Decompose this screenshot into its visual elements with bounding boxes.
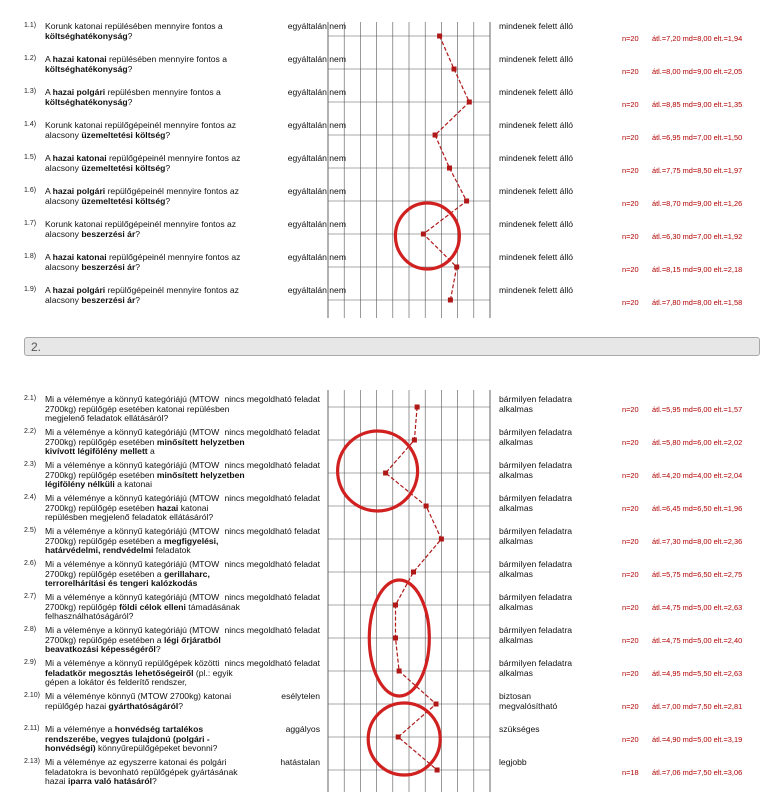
sample-size: n=20	[622, 166, 639, 175]
summary-stats: átl.=8,85 md=9,00 elt.=1,35	[652, 100, 743, 109]
summary-stats: átl.=4,75 md=5,00 elt.=2,63	[652, 603, 743, 612]
summary-stats: átl.=8,15 md=9,00 elt.=2,18	[652, 265, 743, 274]
sample-size: n=20	[622, 735, 639, 744]
question-text: A hazai katonai repülőgépeinél mennyire fontos az alacsony üzemeltetési költség?	[45, 153, 241, 173]
scale-low-label: egyáltalán nem	[287, 285, 346, 295]
question-text: Mi a véleménye a könnyű kategóriájú (MTOW 2700kg) repülőgép esetében a megfigyelési, határvédelmi, rendvédelmi feladatok	[45, 526, 220, 556]
summary-stats: átl.=5,75 md=6,50 elt.=2,75	[652, 570, 743, 579]
question-text: Korunk katonai repülőgépeinél mennyire fontos az alacsony beszerzési ár?	[45, 219, 237, 239]
scale-high-label: szükséges	[499, 724, 540, 734]
sample-size: n=20	[622, 405, 639, 414]
question-number: 1.9)	[24, 286, 37, 293]
mean-marker	[421, 232, 426, 237]
question-text: A hazai polgári repülőgépeinél mennyire fontos az alacsony beszerzési ár?	[45, 285, 239, 305]
mean-marker	[434, 702, 439, 707]
scale-low-label: hatástalan	[280, 757, 320, 767]
scale-low-label: nincs megoldható feladat	[224, 493, 320, 503]
question-number: 2.13)	[24, 758, 40, 765]
scale-high-label: legjobb	[499, 757, 527, 767]
summary-stats: átl.=5,80 md=6,00 elt.=2,02	[652, 438, 743, 447]
question-text: A hazai katonai repülésében mennyire fontos a költséghatékonyság?	[45, 54, 228, 74]
summary-stats: átl.=8,70 md=9,00 elt.=1,26	[652, 199, 743, 208]
mean-marker	[439, 537, 444, 542]
mean-marker	[433, 133, 438, 138]
sample-size: n=20	[622, 438, 639, 447]
scale-low-label: nincs megoldható feladat	[224, 394, 320, 404]
emphasis-circle	[395, 203, 459, 269]
scale-low-label: egyáltalán nem	[287, 186, 346, 196]
question-text: Mi a véleménye a könnyű kategóriájú (MTOW 2700kg) repülőgép esetében katonai repülésben megjelenő feladatok ellátásáról?	[45, 394, 230, 424]
question-text: Mi a véleménye a könnyű kategóriájú (MTOW 2700kg) repülőgép esetében minősített helyzetben kivívott légifölény mellett a	[45, 427, 245, 457]
question-number: 2.10)	[24, 692, 40, 699]
summary-stats: átl.=4,75 md=5,00 elt.=2,40	[652, 636, 743, 645]
scale-high-label: mindenek felett álló	[499, 87, 574, 97]
question-text: Mi a véleménye a könnyű repülőgépek közötti feladatkör megosztás lehetőségeiről (pl.: egyik gépen a lokátor és felderítő rendszer,	[45, 658, 233, 688]
summary-stats: átl.=5,95 md=6,00 elt.=1,57	[652, 405, 743, 414]
scale-high-label: mindenek felett álló	[499, 219, 574, 229]
mean-marker	[454, 265, 459, 270]
sample-size: n=20	[622, 265, 639, 274]
summary-stats: átl.=4,95 md=5,50 elt.=2,63	[652, 669, 743, 678]
summary-stats: átl.=8,00 md=9,00 elt.=2,05	[652, 67, 743, 76]
scale-low-label: egyáltalán nem	[287, 87, 346, 97]
question-number: 2.2)	[24, 428, 37, 435]
summary-stats: átl.=7,75 md=8,50 elt.=1,97	[652, 166, 743, 175]
scale-low-label: egyáltalán nem	[287, 120, 346, 130]
scale-high-label: bármilyen feladatra alkalmas	[499, 526, 573, 546]
mean-marker	[464, 199, 469, 204]
question-text: Mi a véleménye a könnyű kategóriájú (MTOW 2700kg) repülőgép földi célok elleni támadásának felhasználhatóságáról?	[45, 592, 240, 622]
question-number: 2.11)	[24, 725, 40, 732]
sample-size: n=20	[622, 537, 639, 546]
question-number: 2.3)	[24, 461, 37, 468]
sample-size: n=20	[622, 199, 639, 208]
scale-high-label: mindenek felett álló	[499, 186, 574, 196]
scale-low-label: nincs megoldható feladat	[224, 559, 320, 569]
question-number: 2.5)	[24, 527, 37, 534]
mean-marker	[415, 405, 420, 410]
question-text: Mi a véleménye a könnyű kategóriájú (MTOW 2700kg) repülőgép esetében hazai katonai repülésben megjelenő feladatok ellátásáról?	[45, 493, 220, 523]
scale-high-label: mindenek felett álló	[499, 120, 574, 130]
question-number: 1.5)	[24, 154, 37, 161]
scale-high-label: bármilyen feladatra alkalmas	[499, 394, 573, 414]
summary-stats: átl.=7,80 md=8,00 elt.=1,58	[652, 298, 743, 307]
question-number: 1.4)	[24, 121, 37, 128]
scale-low-label: egyáltalán nem	[287, 219, 346, 229]
question-text: A hazai polgári repülőgépeinél mennyire fontos az alacsony üzemeltetési költség?	[45, 186, 239, 206]
scale-low-label: nincs megoldható feladat	[224, 658, 320, 668]
summary-stats: átl.=7,20 md=8,00 elt.=1,94	[652, 34, 743, 43]
scale-high-label: bármilyen feladatra alkalmas	[499, 460, 573, 480]
mean-marker	[447, 166, 452, 171]
scale-low-label: nincs megoldható feladat	[224, 460, 320, 470]
scale-low-label: nincs megoldható feladat	[224, 592, 320, 602]
emphasis-circle	[368, 703, 440, 775]
sample-size: n=20	[622, 702, 639, 711]
scale-high-label: bármilyen feladatra alkalmas	[499, 493, 573, 513]
summary-stats: átl.=4,20 md=4,00 elt.=2,04	[652, 471, 743, 480]
question-number: 1.1)	[24, 22, 37, 29]
scale-high-label: bármilyen feladatra alkalmas	[499, 592, 573, 612]
scale-high-label: bármilyen feladatra alkalmas	[499, 559, 573, 579]
sample-size: n=20	[622, 232, 639, 241]
scale-low-label: aggályos	[285, 724, 320, 734]
mean-marker	[467, 100, 472, 105]
section-2-label: 2.	[31, 340, 42, 354]
sample-size: n=20	[622, 669, 639, 678]
emphasis-circle	[338, 431, 418, 511]
question-text: Mi a véleménye a könnyű kategóriájú (MTOW 2700kg) repülőgép esetében a légi őrjáratból beavatkozási képességéről?	[45, 625, 221, 655]
question-text: Mi a véleménye a honvédség tartalékos rendszerébe, vegyes tulajdonú (polgári - honvédségi) könnyűrepülőgépeket bevonni?	[45, 724, 218, 754]
question-text: Mi a véleménye az egyszerre katonai és polgári feladatokra is bevonható repülőgépek gyártásának hazai iparra való hatásáról?	[45, 757, 238, 787]
question-number: 2.7)	[24, 593, 37, 600]
mean-marker	[393, 603, 398, 608]
question-number: 1.6)	[24, 187, 37, 194]
summary-stats: átl.=6,30 md=7,00 elt.=1,92	[652, 232, 743, 241]
sample-size: n=20	[622, 471, 639, 480]
mean-marker	[393, 636, 398, 641]
scale-low-label: esélytelen	[281, 691, 320, 701]
mean-marker	[411, 570, 416, 575]
question-number: 1.3)	[24, 88, 37, 95]
mean-marker	[437, 34, 442, 39]
scale-low-label: egyáltalán nem	[287, 54, 346, 64]
mean-marker	[424, 504, 429, 509]
sample-size: n=18	[622, 768, 639, 777]
mean-marker	[452, 67, 457, 72]
question-number: 1.2)	[24, 55, 37, 62]
sample-size: n=20	[622, 504, 639, 513]
mean-marker	[435, 768, 440, 773]
mean-marker	[448, 298, 453, 303]
mean-marker	[397, 669, 402, 674]
question-number: 2.1)	[24, 395, 37, 402]
question-text: Korunk katonai repülőgépeinél mennyire fontos az alacsony üzemeltetési költség?	[45, 120, 237, 140]
question-text: Mi a véleménye a könnyű kategóriájú (MTOW 2700kg) repülőgép esetében minősített helyzetben légifölény nélküli a katonai	[45, 460, 245, 490]
sample-size: n=20	[622, 298, 639, 307]
question-text: Mi a véleménye könnyű (MTOW 2700kg) katonai repülőgép hazai gyárthatóságáról?	[45, 691, 232, 711]
scale-high-label: bármilyen feladatra alkalmas	[499, 625, 573, 645]
summary-stats: átl.=7,06 md=7,50 elt.=3,06	[652, 768, 743, 777]
sample-size: n=20	[622, 67, 639, 76]
sample-size: n=20	[622, 100, 639, 109]
scale-high-label: mindenek felett álló	[499, 54, 574, 64]
question-text: Mi a véleménye a könnyű kategóriájú (MTOW 2700kg) repülőgép esetében a gerillaharc, terrorelhárítási és tengeri kalózkodás	[45, 559, 220, 589]
scale-low-label: nincs megoldható feladat	[224, 427, 320, 437]
scale-high-label: mindenek felett álló	[499, 21, 574, 31]
scale-low-label: egyáltalán nem	[287, 153, 346, 163]
mean-marker	[412, 438, 417, 443]
scale-high-label: mindenek felett álló	[499, 153, 574, 163]
scale-high-label: bármilyen feladatra alkalmas	[499, 658, 573, 678]
sample-size: n=20	[622, 34, 639, 43]
sample-size: n=20	[622, 603, 639, 612]
scale-high-label: mindenek felett álló	[499, 252, 574, 262]
summary-stats: átl.=6,95 md=7,00 elt.=1,50	[652, 133, 743, 142]
question-number: 2.4)	[24, 494, 37, 501]
scale-high-label: bármilyen feladatra alkalmas	[499, 427, 573, 447]
scale-low-label: nincs megoldható feladat	[224, 625, 320, 635]
sample-size: n=20	[622, 570, 639, 579]
summary-stats: átl.=6,45 md=6,50 elt.=1,96	[652, 504, 743, 513]
question-number: 2.6)	[24, 560, 37, 567]
summary-stats: átl.=7,00 md=7,50 elt.=2,81	[652, 702, 743, 711]
mean-marker	[383, 471, 388, 476]
mean-marker	[396, 735, 401, 740]
question-number: 1.8)	[24, 253, 37, 260]
summary-stats: átl.=4,90 md=5,00 elt.=3,19	[652, 735, 743, 744]
question-number: 2.9)	[24, 659, 37, 666]
question-number: 1.7)	[24, 220, 37, 227]
question-text: Korunk katonai repülésében mennyire fontos a költséghatékonyság?	[45, 21, 223, 41]
scale-high-label: biztosan megvalósítható	[499, 691, 558, 711]
question-number: 2.8)	[24, 626, 37, 633]
summary-stats: átl.=7,30 md=8,00 elt.=2,36	[652, 537, 743, 546]
scale-high-label: mindenek felett álló	[499, 285, 574, 295]
scale-low-label: egyáltalán nem	[287, 252, 346, 262]
sample-size: n=20	[622, 133, 639, 142]
question-text: A hazai polgári repülésben mennyire fontos a költséghatékonyság?	[45, 87, 221, 107]
scale-low-label: nincs megoldható feladat	[224, 526, 320, 536]
scale-low-label: egyáltalán nem	[287, 21, 346, 31]
sample-size: n=20	[622, 636, 639, 645]
question-text: A hazai katonai repülőgépeinél mennyire fontos az alacsony beszerzési ár?	[45, 252, 241, 272]
